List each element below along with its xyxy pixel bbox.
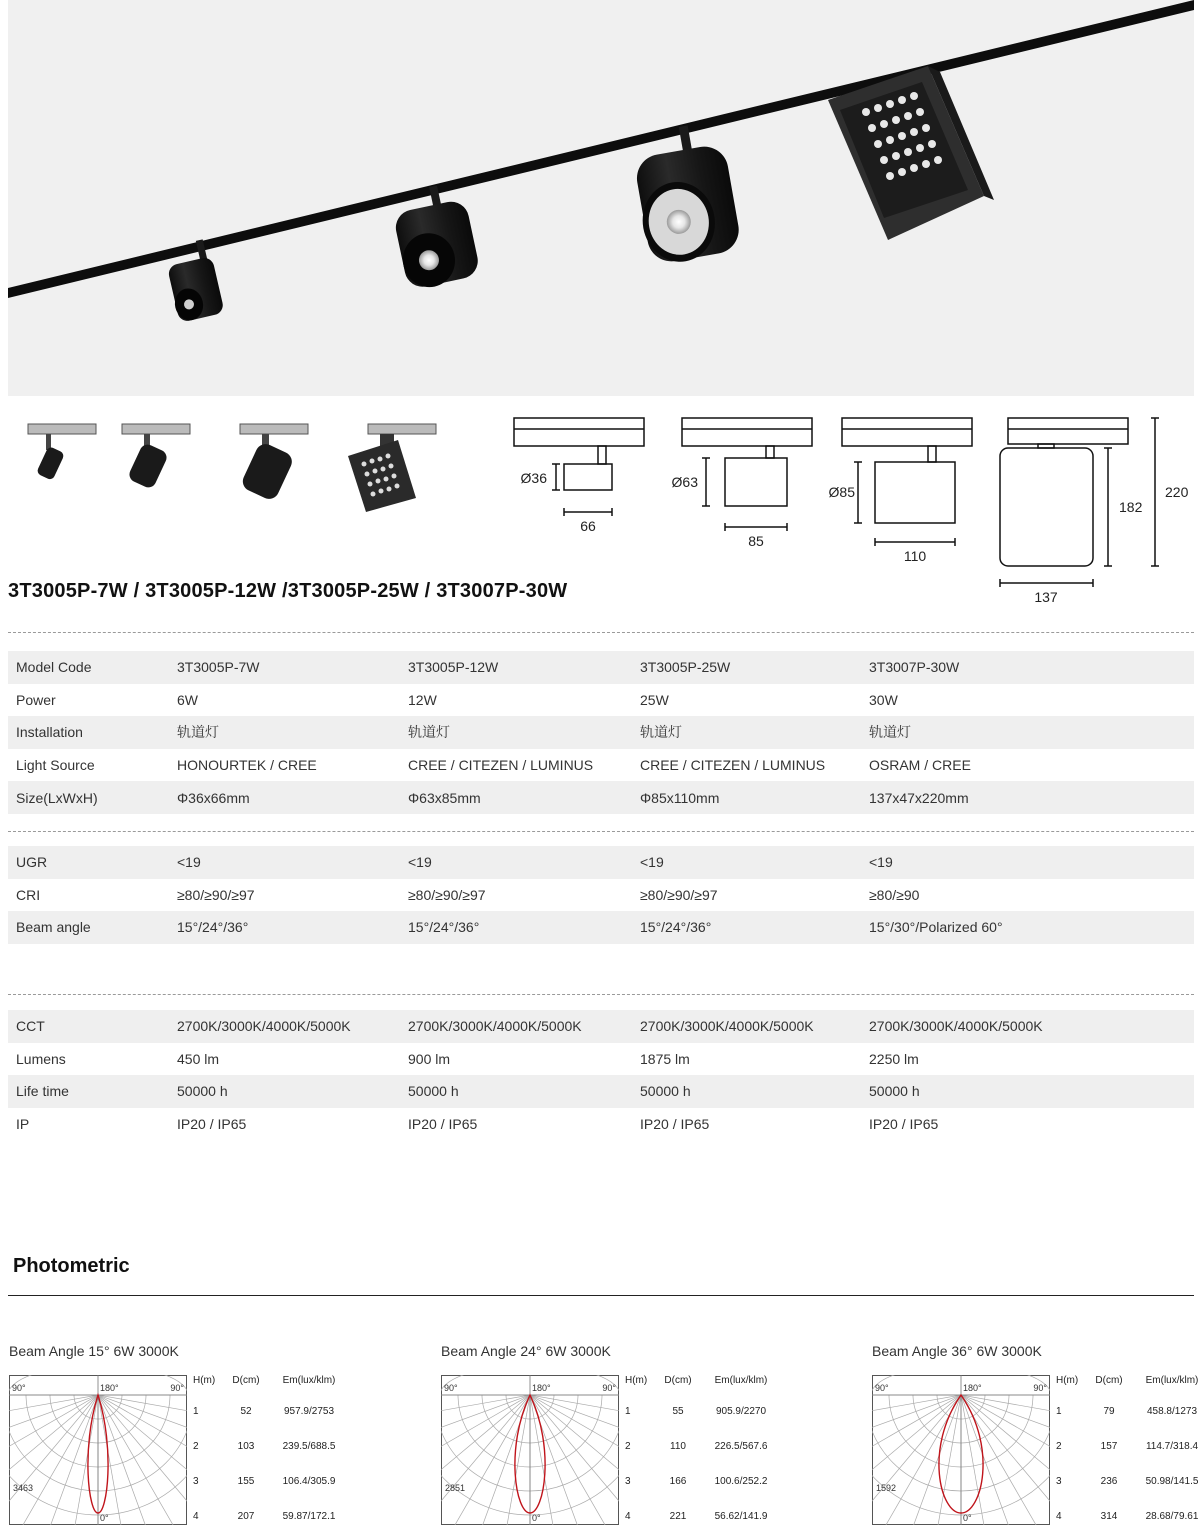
header-d: D(cm) [1095, 1375, 1123, 1386]
cell-h: 3 [625, 1476, 631, 1487]
polar-label-right: 90° [602, 1383, 616, 1393]
dim-12w-length: 85 [748, 533, 764, 549]
photometric-panel-title: Beam Angle 36° 6W 3000K [872, 1343, 1042, 1359]
spec-value: 轨道灯 [408, 716, 640, 749]
spec-value: 50000 h [177, 1075, 408, 1108]
spec-row-model-code [8, 651, 1194, 684]
track-light-render [8, 0, 1194, 396]
spec-row-power [8, 684, 1194, 717]
polar-label-right: 90° [170, 1383, 184, 1393]
dim-7w-diameter: Ø36 [520, 470, 547, 486]
spec-value: 50000 h [640, 1075, 869, 1108]
spec-value: CREE / CITEZEN / LUMINUS [640, 757, 826, 774]
cell-em: 106.4/305.9 [282, 1476, 336, 1487]
cell-d: 166 [669, 1476, 687, 1487]
photometric-heading: Photometric [13, 1255, 130, 1277]
cell-em: 50.98/141.5 [1145, 1476, 1199, 1487]
models-heading: 3T3005P-7W / 3T3005P-12W /3T3005P-25W / 3T3007P-30W [8, 580, 568, 602]
spec-value: ≥80/≥90/≥97 [640, 886, 718, 903]
cell-h: 1 [625, 1406, 631, 1417]
spec-table-performance [8, 1010, 1194, 1140]
spec-value: 3T3005P-25W [640, 651, 869, 684]
spec-label: IP [16, 1116, 30, 1133]
cell-d: 157 [1100, 1441, 1118, 1452]
cell-d: 155 [237, 1476, 255, 1487]
dim-7w-length: 66 [580, 518, 596, 534]
spec-value: 15°/30°/Polarized 60° [869, 911, 1194, 944]
spec-label: CCT [8, 1010, 177, 1043]
spec-value: 2700K/3000K/4000K/5000K [408, 1010, 640, 1043]
header-em: Em(lux/klm) [282, 1375, 336, 1386]
dim-30w-width: 137 [1034, 589, 1058, 605]
cell-d: 314 [1100, 1511, 1118, 1522]
spec-row-beam-angle [8, 911, 1194, 944]
spec-value: ≥80/≥90 [869, 886, 920, 903]
header-em: Em(lux/klm) [1145, 1375, 1199, 1386]
cell-h: 1 [193, 1406, 199, 1417]
header-h: H(m) [625, 1375, 648, 1386]
spec-value: Φ63x85mm [408, 781, 640, 814]
cell-d: 236 [1100, 1476, 1118, 1487]
cell-d: 110 [670, 1441, 686, 1452]
spec-table-general [8, 651, 1194, 814]
spec-value: 2700K/3000K/4000K/5000K [177, 1010, 408, 1043]
spec-label: Beam angle [8, 911, 177, 944]
spec-value: ≥80/≥90/≥97 [408, 886, 486, 903]
spec-value: 轨道灯 [640, 716, 869, 749]
dim-25w-length: 110 [903, 548, 927, 564]
spec-value: CREE / CITEZEN / LUMINUS [408, 757, 594, 774]
spec-label: Model Code [8, 651, 177, 684]
spec-value: 3T3005P-7W [177, 651, 408, 684]
dim-25w-diameter: Ø85 [828, 484, 855, 500]
spec-value: <19 [869, 846, 1194, 879]
cell-em: 239.5/688.5 [282, 1441, 336, 1452]
spec-row-light-source [8, 749, 1194, 782]
photometric-panel-15 [9, 1343, 429, 1533]
spec-value: 25W [640, 691, 669, 708]
header-d: D(cm) [232, 1375, 260, 1386]
spec-value: 900 lm [408, 1050, 451, 1067]
dim-12w-diameter: Ø63 [671, 474, 698, 490]
polar-label-right: 90° [1033, 1383, 1047, 1393]
polar-label-bottom: 0° [532, 1513, 541, 1523]
spec-value: 6W [177, 691, 198, 708]
spec-value: 轨道灯 [869, 716, 1194, 749]
cell-h: 4 [625, 1511, 631, 1522]
dimension-drawing-25w [829, 418, 972, 564]
spec-row-size [8, 781, 1194, 814]
spec-value: 137x47x220mm [869, 781, 1194, 814]
polar-diagram [9, 1375, 187, 1525]
spec-value: 3T3007P-30W [869, 651, 1194, 684]
photometric-panel-36 [872, 1343, 1200, 1533]
spec-value: 30W [869, 691, 898, 708]
polar-label-top: 180° [963, 1383, 982, 1393]
spec-row-cct [8, 1010, 1194, 1043]
cell-d: 79 [1103, 1406, 1115, 1417]
spec-row-ip [8, 1108, 1194, 1141]
spec-label: Light Source [16, 757, 95, 774]
thumbnail-12w [122, 424, 190, 490]
hero-product-image [8, 0, 1194, 396]
spec-row-life-time [8, 1075, 1194, 1108]
cell-h: 4 [193, 1511, 199, 1522]
polar-scale-label: 1592 [876, 1483, 897, 1493]
cell-d: 207 [237, 1511, 255, 1522]
spec-label: CRI [16, 886, 41, 903]
spec-value: 15°/24°/36° [640, 911, 869, 944]
cell-h: 2 [625, 1441, 631, 1452]
polar-scale-label: 2851 [445, 1483, 466, 1493]
header-h: H(m) [1056, 1375, 1079, 1386]
spec-value: <19 [408, 846, 640, 879]
spec-label: Life time [8, 1075, 177, 1108]
spec-value: OSRAM / CREE [869, 757, 971, 774]
spec-label: Installation [8, 716, 177, 749]
polar-label-left: 90° [12, 1383, 26, 1393]
dimension-drawing-30w [1000, 418, 1189, 605]
polar-label-top: 180° [532, 1383, 551, 1393]
cell-em: 59.87/172.1 [282, 1511, 336, 1522]
divider-dashed [8, 831, 1194, 832]
cell-h: 2 [1056, 1441, 1062, 1452]
spec-row-ugr [8, 846, 1194, 879]
cell-h: 2 [193, 1441, 199, 1452]
cell-em: 905.9/2270 [715, 1406, 767, 1417]
cell-em: 56.62/141.9 [714, 1511, 768, 1522]
cell-d: 52 [240, 1406, 252, 1417]
cell-em: 226.5/567.6 [714, 1441, 768, 1452]
polar-diagram [872, 1375, 1050, 1525]
dimension-drawing-7w [514, 418, 644, 534]
thumbnail-25w [240, 424, 308, 502]
polar-label-left: 90° [875, 1383, 889, 1393]
polar-label-left: 90° [444, 1383, 458, 1393]
spec-label: UGR [8, 846, 177, 879]
dim-30w-total-height: 220 [1165, 484, 1189, 500]
divider-dashed [8, 632, 1194, 633]
dimension-drawings [500, 405, 1200, 610]
cell-em: 100.6/252.2 [714, 1476, 768, 1487]
header-h: H(m) [193, 1375, 216, 1386]
spec-label: Power [16, 691, 56, 708]
photometric-panel-title: Beam Angle 24° 6W 3000K [441, 1343, 611, 1359]
spec-value: IP20 / IP65 [640, 1116, 710, 1133]
spec-value: Φ36x66mm [177, 781, 408, 814]
photometric-panel-24 [441, 1343, 861, 1533]
spec-value: 2700K/3000K/4000K/5000K [869, 1010, 1194, 1043]
cell-em: 114.7/318.4 [1145, 1441, 1199, 1452]
dim-30w-body-height: 182 [1119, 499, 1143, 515]
cell-d: 103 [237, 1441, 255, 1452]
spec-row-lumens [8, 1043, 1194, 1076]
spec-value: 2250 lm [869, 1050, 919, 1067]
photometric-panel-title: Beam Angle 15° 6W 3000K [9, 1343, 179, 1359]
cell-em: 957.9/2753 [283, 1406, 335, 1417]
cell-h: 4 [1056, 1511, 1062, 1522]
spec-value: 3T3005P-12W [408, 651, 640, 684]
product-thumbnails [8, 410, 448, 550]
spec-row-cri [8, 879, 1194, 912]
spec-value: IP20 / IP65 [869, 1116, 939, 1133]
spec-value: IP20 / IP65 [408, 1116, 478, 1133]
spec-value: HONOURTEK / CREE [177, 757, 317, 774]
spec-value: 15°/24°/36° [177, 911, 408, 944]
cell-h: 3 [1056, 1476, 1062, 1487]
spec-value: 2700K/3000K/4000K/5000K [640, 1010, 869, 1043]
cell-d: 221 [669, 1511, 687, 1522]
thumbnail-7w [28, 424, 96, 481]
polar-scale-label: 3463 [13, 1483, 34, 1493]
spec-value: <19 [177, 846, 408, 879]
spec-value: <19 [640, 846, 869, 879]
spec-value: IP20 / IP65 [177, 1116, 247, 1133]
photometric-rule [8, 1295, 1194, 1296]
polar-label-top: 180° [100, 1383, 119, 1393]
thumbnail-30w [348, 424, 436, 512]
header-d: D(cm) [664, 1375, 692, 1386]
spec-value: 50000 h [408, 1075, 640, 1108]
spec-label: Lumens [16, 1050, 66, 1067]
spec-label: Size(LxWxH) [8, 781, 177, 814]
spec-table-optical [8, 846, 1194, 944]
spec-value: 15°/24°/36° [408, 911, 640, 944]
divider-dashed [8, 994, 1194, 995]
dimension-drawing-12w [672, 418, 812, 549]
cell-d: 55 [672, 1406, 684, 1417]
cell-h: 3 [193, 1476, 199, 1487]
spec-value: 轨道灯 [177, 716, 408, 749]
spec-value: Φ85x110mm [640, 781, 869, 814]
polar-diagram [441, 1375, 619, 1525]
spec-value: 1875 lm [640, 1050, 690, 1067]
spec-value: 12W [408, 691, 437, 708]
spec-row-installation [8, 716, 1194, 749]
cell-em: 28.68/79.61 [1145, 1511, 1199, 1522]
cell-h: 1 [1056, 1406, 1062, 1417]
polar-label-bottom: 0° [963, 1513, 972, 1523]
spec-value: ≥80/≥90/≥97 [177, 886, 255, 903]
cell-em: 458.8/1273 [1146, 1406, 1198, 1417]
header-em: Em(lux/klm) [714, 1375, 768, 1386]
spec-value: 450 lm [177, 1050, 220, 1067]
spec-value: 50000 h [869, 1075, 1194, 1108]
polar-label-bottom: 0° [100, 1513, 109, 1523]
